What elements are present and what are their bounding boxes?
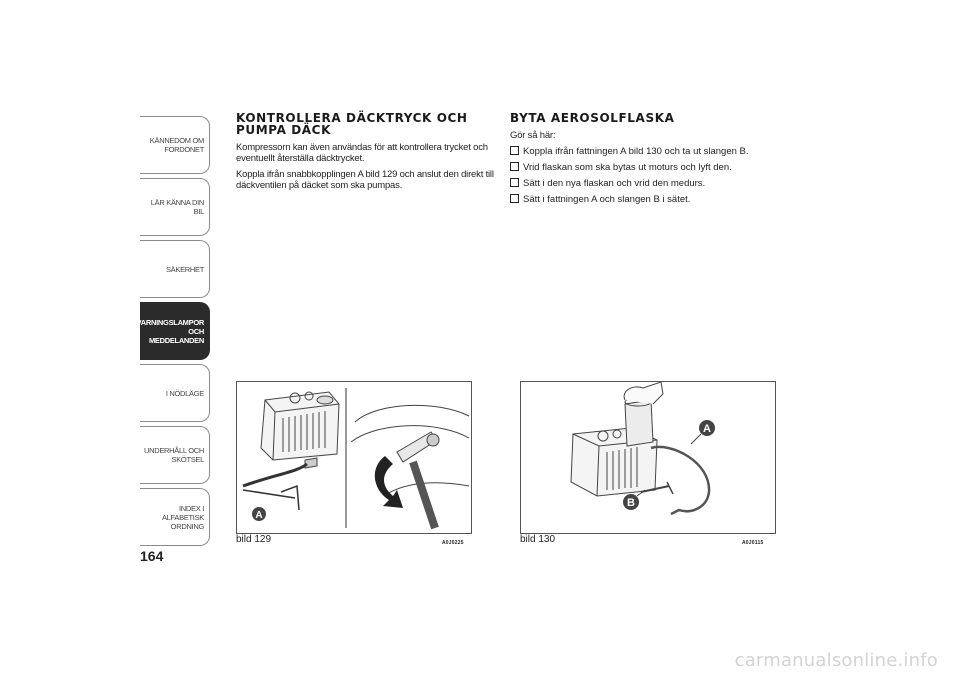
aerosol-replacement-illustration xyxy=(521,382,775,533)
figure-130-caption: bild 130 xyxy=(520,534,556,545)
figure-130-code: A0J0115 xyxy=(742,540,764,546)
figure-129 xyxy=(236,381,472,534)
tab-sakerhet[interactable] xyxy=(140,240,210,298)
tab-label: KÄNNEDOM OM FORDONET xyxy=(149,136,204,154)
compressor-hose-illustration xyxy=(237,382,471,533)
figure-129-code: A0J0225 xyxy=(442,540,464,546)
figure-129-caption: bild 129 xyxy=(236,534,272,545)
tab-lar-kanna-din-bil[interactable] xyxy=(140,178,210,236)
section-heading: BYTA AEROSOLFLASKA xyxy=(510,111,675,125)
step-item xyxy=(510,162,780,173)
checkbox-bullet-icon xyxy=(510,178,519,187)
tab-label: I NÖDLÄGE xyxy=(165,388,204,398)
label-a: A xyxy=(703,423,711,435)
intro-text: Gör så här: xyxy=(510,130,556,141)
tab-varningslampor[interactable] xyxy=(136,302,210,360)
step-item xyxy=(510,146,780,157)
step-text: Sätt i den nya flaskan och vrid den medurs. xyxy=(523,178,706,189)
checkbox-bullet-icon xyxy=(510,146,519,155)
checkbox-bullet-icon xyxy=(510,194,519,203)
step-text: Vrid flaskan som ska bytas ut moturs och lyft den. xyxy=(523,162,732,173)
checkbox-bullet-icon xyxy=(510,162,519,171)
paragraph: Kompressorn kan även användas för att kontrollera trycket och eventuellt återställa däcktrycket. xyxy=(236,142,488,164)
step-text: Sätt i fattningen A och slangen B i sätet. xyxy=(523,194,691,205)
tab-kannedom-om-fordonet[interactable] xyxy=(140,116,210,174)
step-text: Koppla ifrån fattningen A bild 130 och ta ut slangen B. xyxy=(523,146,749,157)
page-number: 164 xyxy=(140,548,164,564)
paragraph: Koppla ifrån snabbkopplingen A bild 129 och anslut den direkt till däckventilen på däcket som ska pumpas. xyxy=(236,169,494,191)
tab-index[interactable] xyxy=(140,488,210,546)
label-b: B xyxy=(627,497,635,509)
tab-label: LÄR KÄNNA DIN BIL xyxy=(150,198,204,216)
step-item xyxy=(510,194,780,205)
tab-label: INDEX I ALFABETISK ORDNING xyxy=(161,503,204,531)
tab-label: SÄKERHET xyxy=(165,264,204,274)
section-heading: KONTROLLERA DÄCKTRYCK OCH PUMPA DÄCK xyxy=(236,111,468,137)
figure-130 xyxy=(520,381,776,534)
tab-label: UNDERHÅLL OCH SKÖTSEL xyxy=(143,446,204,464)
section-replace-aerosol xyxy=(510,112,780,210)
label-a: A xyxy=(255,510,263,521)
step-item xyxy=(510,178,780,189)
tab-label: VARNINGSLAMPOR OCH MEDDELANDEN xyxy=(136,317,204,345)
tab-i-nodlage[interactable] xyxy=(140,364,210,422)
watermark: carmanualsonline.info xyxy=(734,650,938,671)
tab-underhall-och-skotsel[interactable] xyxy=(140,426,210,484)
section-check-tire-pressure xyxy=(236,112,506,196)
